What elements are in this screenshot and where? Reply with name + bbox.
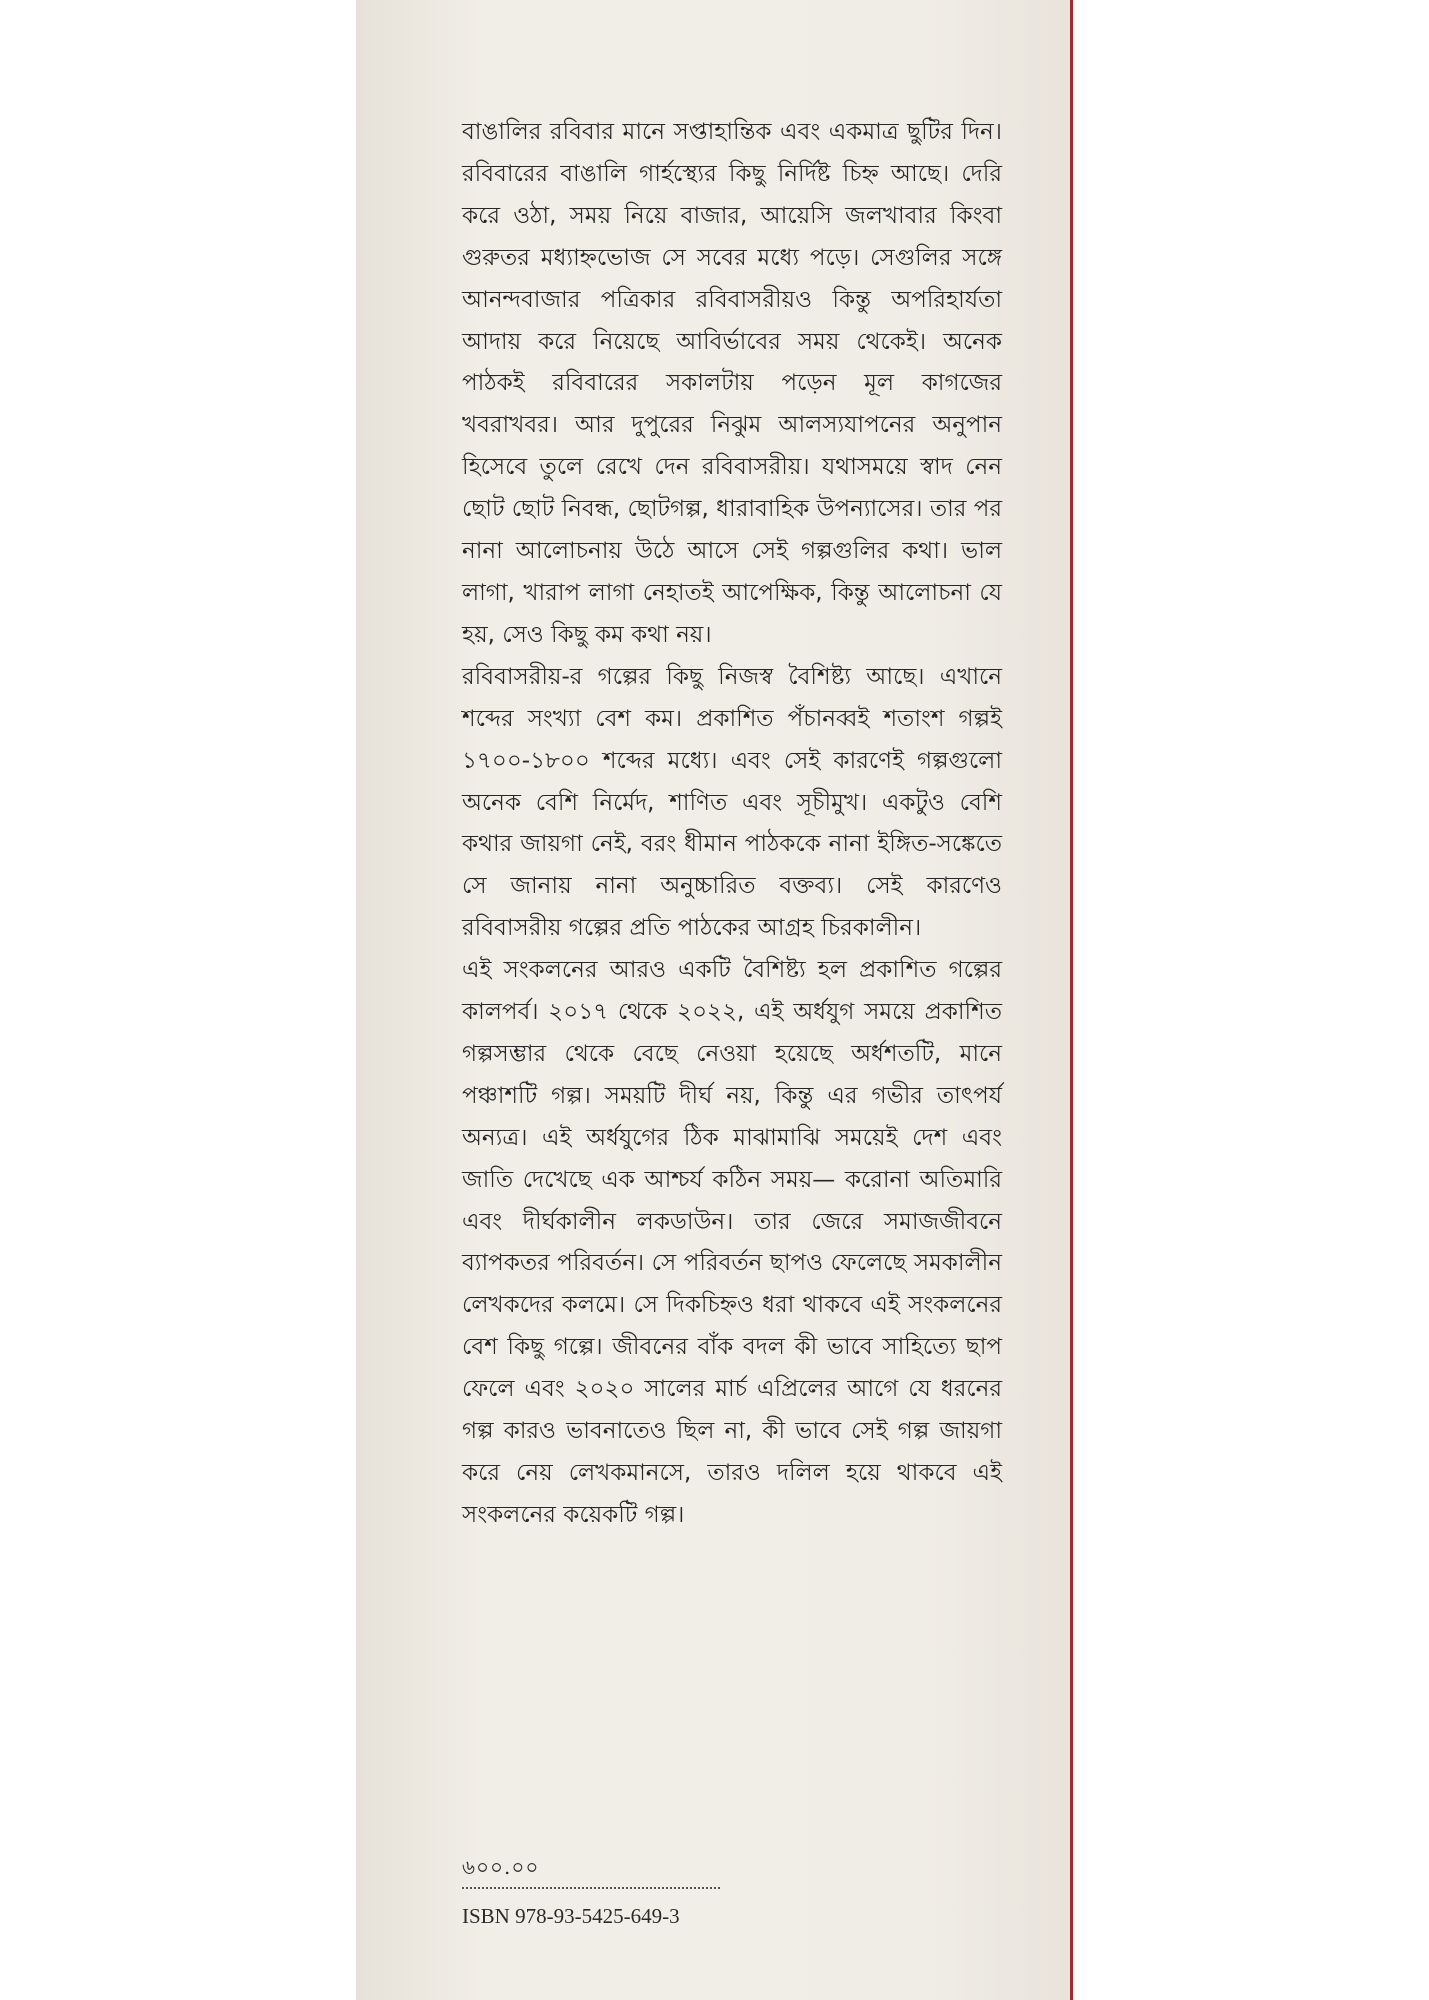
blurb-text (462, 112, 1002, 1537)
blurb-paragraph-1: বাঙালির রবিবার মানে সপ্তাহান্তিক এবং একমাত্র ছুটির দিন। রবিবারের বাঙালি গার্হস্থ্যের কিছু নির্দিষ্ট চিহ্ন আছে। দেরি করে ওঠা, সময় নিয়ে বাজার, আয়েসি জলখাবার কিংবা গুরুতর মধ্যাহ্নভোজ সে সবের মধ্যে পড়ে। সেগুলির সঙ্গে আনন্দবাজার পত্রিকার রবিবাসরীয়ও কিন্তু অপরিহার্যতা আদায় করে নিয়েছে আবির্ভাবের সময় থেকেই। অনেক পাঠকই রবিবারের সকালটায় পড়েন মূল কাগজের খবরাখবর। আর দুপুরের নিঝুম আলস্যযাপনের অনুপান হিসেবে তুলে রেখে দেন রবিবাসরীয়। যথাসময়ে স্বাদ নেন ছোট ছোট নিবন্ধ, ছোটগল্প, ধারাবাহিক উপন্যাসের। তার পর নানা আলোচনায় উঠে আসে সেই গল্পগুলির কথা। ভাল লাগা, খারাপ লাগা নেহাতই আপেক্ষিক, কিন্তু আলোচনা যে হয়, সেও কিছু কম কথা নয়। (462, 119, 1002, 648)
isbn: ISBN 978-93-5425-649-3 (462, 1904, 680, 1928)
cover-edge (1070, 0, 1073, 2000)
blurb-paragraph-2: রবিবাসরীয়-র গল্পের কিছু নিজস্ব বৈশিষ্ট্য আছে। এখানে শব্দের সংখ্যা বেশ কম। প্রকাশিত পঁচানব্বই শতাংশ গল্পই ১৭০০-১৮০০ শব্দের মধ্যে। এবং সেই কারণেই গল্পগুলো অনেক বেশি নির্মেদ, শাণিত এবং সূচীমুখ। একটুও বেশি কথার জায়গা নেই, বরং ধীমান পাঠককে নানা ইঙ্গিত-সঙ্কেতে সে জানায় নানা অনুচ্চারিত বক্তব্য। সেই কারণেও রবিবাসরীয় গল্পের প্রতি পাঠকের আগ্রহ চিরকালীন। (462, 663, 1002, 942)
dotted-divider (462, 1887, 720, 1889)
price: ৬০০.০০ (462, 1855, 540, 1879)
blurb-paragraph-3: এই সংকলনের আরও একটি বৈশিষ্ট্য হল প্রকাশিত গল্পের কালপর্ব। ২০১৭ থেকে ২০২২, এই অর্ধযুগ সময়ে প্রকাশিত গল্পসম্ভার থেকে বেছে নেওয়া হয়েছে অর্ধশতটি, মানে পঞ্চাশটি গল্প। সময়টি দীর্ঘ নয়, কিন্তু এর গভীর তাৎপর্য অন্যত্র। এই অর্ধযুগের ঠিক মাঝামাঝি সময়েই দেশ এবং জাতি দেখেছে এক আশ্চর্য কঠিন সময়— করোনা অতিমারি এবং দীর্ঘকালীন লকডাউন। তার জেরে সমাজজীবনে ব্যাপকতর পরিবর্তন। সে পরিবর্তন ছাপও ফেলেছে সমকালীন লেখকদের কলমে। সে দিকচিহ্নও ধরা থাকবে এই সংকলনের বেশ কিছু গল্পে। জীবনের বাঁক বদল কী ভাবে সাহিত্যে ছাপ ফেলে এবং ২০২০ সালের মার্চ এপ্রিলের আগে যে ধরনের গল্প কারও ভাবনাতেও ছিল না, কী ভাবে সেই গল্প জায়গা করে নেয় লেখকমানসে, তারও দলিল হয়ে থাকবে এই সংকলনের কয়েকটি গল্প। (462, 957, 1002, 1528)
